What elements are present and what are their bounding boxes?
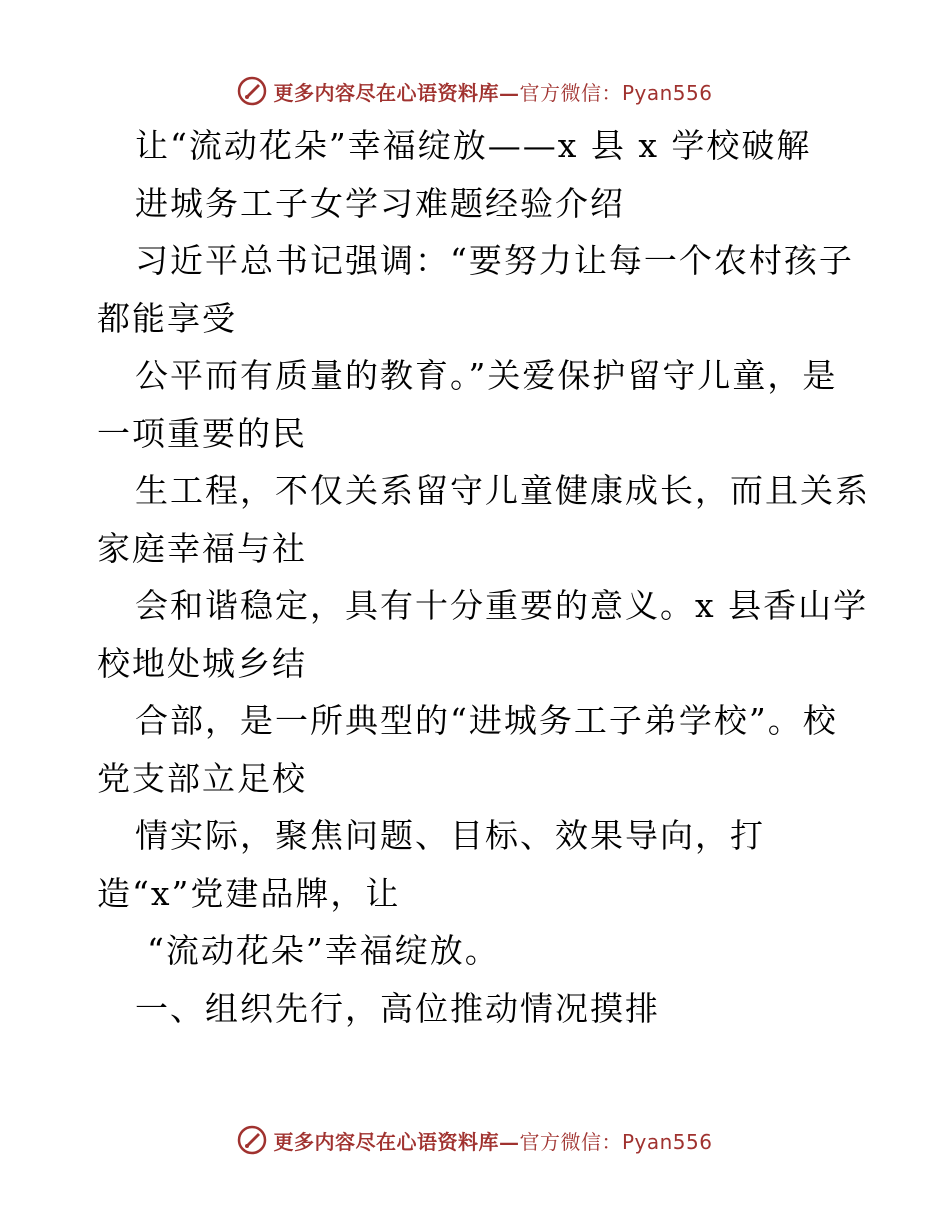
watermark-footer (0, 1120, 950, 1160)
paragraph-line: 校地处城乡结 (97, 643, 307, 683)
paragraph-line: 公平而有质量的教育。”关爱保护留守儿童，是 (135, 356, 838, 395)
paragraph-line: “流动花朵”幸福绽放。 (147, 931, 500, 970)
watermark-contact: 官方微信：Pyan556 (519, 80, 713, 105)
watermark-text: 更多内容尽在心语资料库— (273, 1129, 520, 1154)
title-line-2: 进城务工子女学习难题经验介绍 (135, 183, 625, 223)
paragraph-line: 家庭幸福与社 (97, 528, 307, 568)
watermark-text: 更多内容尽在心语资料库— (273, 80, 520, 105)
paragraph-line: 会和谐稳定，具有十分重要的意义。x 县香山学 (135, 586, 869, 625)
watermark-logo-icon (237, 1125, 267, 1155)
paragraph-line: 党支部立足校 (97, 758, 307, 798)
paragraph-line: 一项重要的民 (97, 413, 307, 453)
paragraph-line: 习近平总书记强调：“要努力让每一个农村孩子 (135, 241, 854, 280)
section-heading: 一、组织先行，高位推动情况摸排 (135, 988, 660, 1028)
watermark-header (0, 71, 950, 111)
paragraph-line: 都能享受 (97, 298, 237, 338)
paragraph-line: 造“x”党建品牌，让 (97, 873, 401, 913)
paragraph-line: 合部，是一所典型的“进城务工子弟学校”。校 (135, 701, 838, 740)
title-line-1: 让“流动花朵”幸福绽放——x 县 x 学校破解 (135, 126, 812, 165)
paragraph-line: 情实际，聚焦问题、目标、效果导向，打 (135, 816, 765, 855)
paragraph-line: 生工程，不仅关系留守儿童健康成长，而且关系 (135, 471, 870, 510)
watermark-contact: 官方微信：Pyan556 (519, 1129, 713, 1154)
document-body (97, 117, 870, 1037)
watermark-logo-icon (237, 76, 267, 106)
